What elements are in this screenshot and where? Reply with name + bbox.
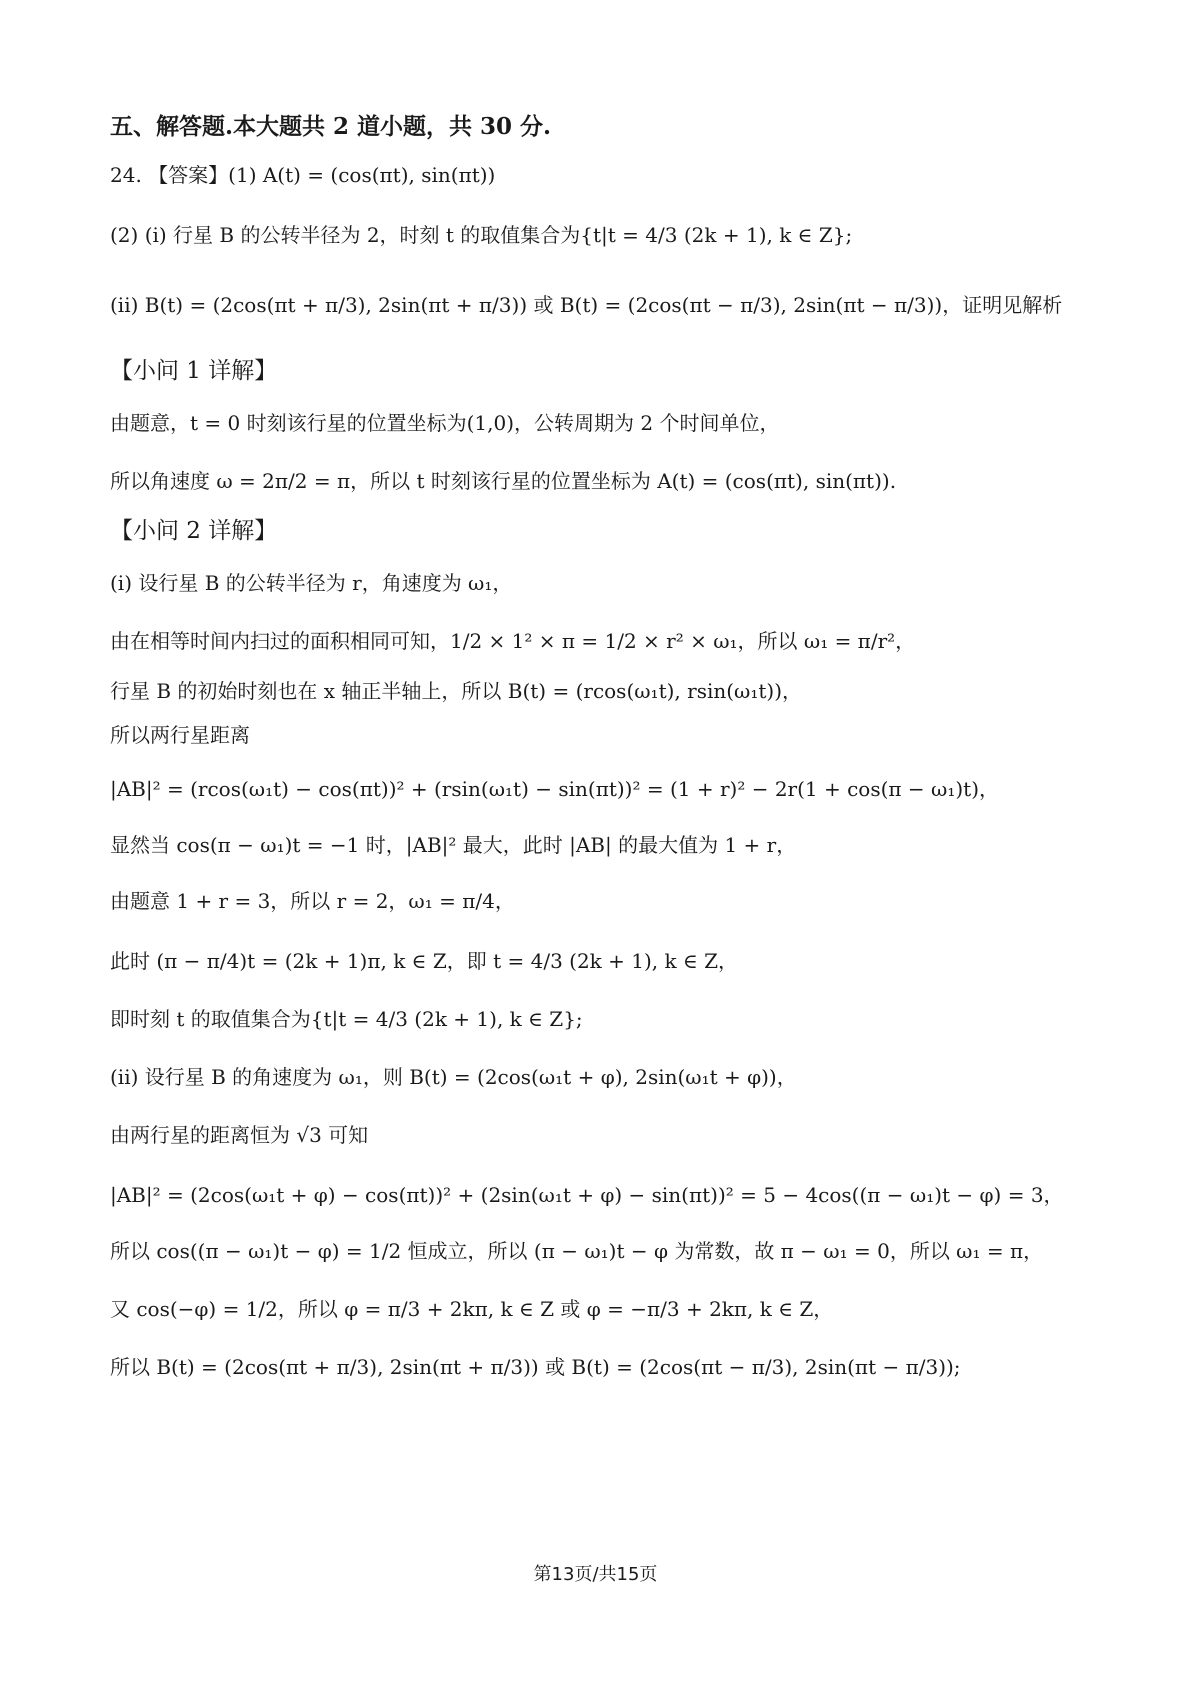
part2-line-12: |AB|² = (2cos(ω₁t + φ) − cos(πt))² + (2sin(ω₁t + φ) − sin(πt))² = 5 − 4cos((π − ω₁)t − φ) = 3， (110, 1183, 1064, 1207)
page-footer: 第13页/共15页 (533, 1564, 658, 1585)
part2-line-15: 所以 B(t) = (2cos(πt + π/3), 2sin(πt + π/3)) 或 B(t) = (2cos(πt − π/3), 2sin(πt − π/3)); (110, 1355, 961, 1379)
part2-line-3: 行星 B 的初始时刻也在 x 轴正半轴上，所以 B(t) = (rcos(ω₁t), rsin(ω₁t))， (110, 679, 803, 703)
part2-line-7: 由题意 1 + r = 3，所以 r = 2，ω₁ = π/4， (110, 889, 515, 913)
part2-line-9: 即时刻 t 的取值集合为{t|t = 4/3 (2k + 1), k ∈ Z}; (110, 1007, 583, 1031)
part2-line-14: 又 cos(−φ) = 1/2，所以 φ = π/3 + 2kπ, k ∈ Z 或 φ = −π/3 + 2kπ, k ∈ Z， (110, 1297, 834, 1321)
part2-line-10: (ii) 设行星 B 的角速度为 ω₁，则 B(t) = (2cos(ω₁t + φ), 2sin(ω₁t + φ))， (110, 1065, 797, 1089)
part2-line-5: |AB|² = (rcos(ω₁t) − cos(πt))² + (rsin(ω₁t) − sin(πt))² = (1 + r)² − 2r(1 + cos(π − ω₁)t)， (110, 777, 1000, 801)
answer-part-1: 24. 【答案】(1) A(t) = (cos(πt), sin(πt)) (110, 163, 496, 187)
part2-line-1: (i) 设行星 B 的公转半径为 r，角速度为 ω₁， (110, 571, 513, 595)
part2-line-4: 所以两行星距离 (110, 723, 250, 747)
part1-line-1: 由题意，t = 0 时刻该行星的位置坐标为(1,0)，公转周期为 2 个时间单位， (110, 411, 780, 435)
answer-part-2ii: (ii) B(t) = (2cos(πt + π/3), 2sin(πt + π/3)) 或 B(t) = (2cos(πt − π/3), 2sin(πt − π/3))，证明见解析 (110, 293, 1063, 317)
answer-part-2i: (2) (i) 行星 B 的公转半径为 2，时刻 t 的取值集合为{t|t = 4/3 (2k + 1), k ∈ Z}; (110, 223, 853, 247)
part2-line-8: 此时 (π − π/4)t = (2k + 1)π, k ∈ Z，即 t = 4/3 (2k + 1), k ∈ Z， (110, 949, 739, 973)
part2-line-2: 由在相等时间内扫过的面积相同可知，1/2 × 1² × π = 1/2 × r² × ω₁，所以 ω₁ = π/r²， (110, 629, 916, 653)
part2-line-11: 由两行星的距离恒为 √3 可知 (110, 1123, 369, 1147)
part2-title: 【小问 2 详解】 (110, 518, 278, 544)
part1-title: 【小问 1 详解】 (110, 358, 278, 384)
part2-line-6: 显然当 cos(π − ω₁)t = −1 时，|AB|² 最大，此时 |AB| 的最大值为 1 + r， (110, 833, 797, 857)
section-heading: 五、解答题.本大题共 2 道小题，共 30 分. (110, 113, 552, 140)
part2-line-13: 所以 cos((π − ω₁)t − φ) = 1/2 恒成立，所以 (π − ω₁)t − φ 为常数，故 π − ω₁ = 0，所以 ω₁ = π， (110, 1239, 1044, 1263)
part1-line-2: 所以角速度 ω = 2π/2 = π，所以 t 时刻该行星的位置坐标为 A(t) = (cos(πt), sin(πt)). (110, 469, 897, 493)
